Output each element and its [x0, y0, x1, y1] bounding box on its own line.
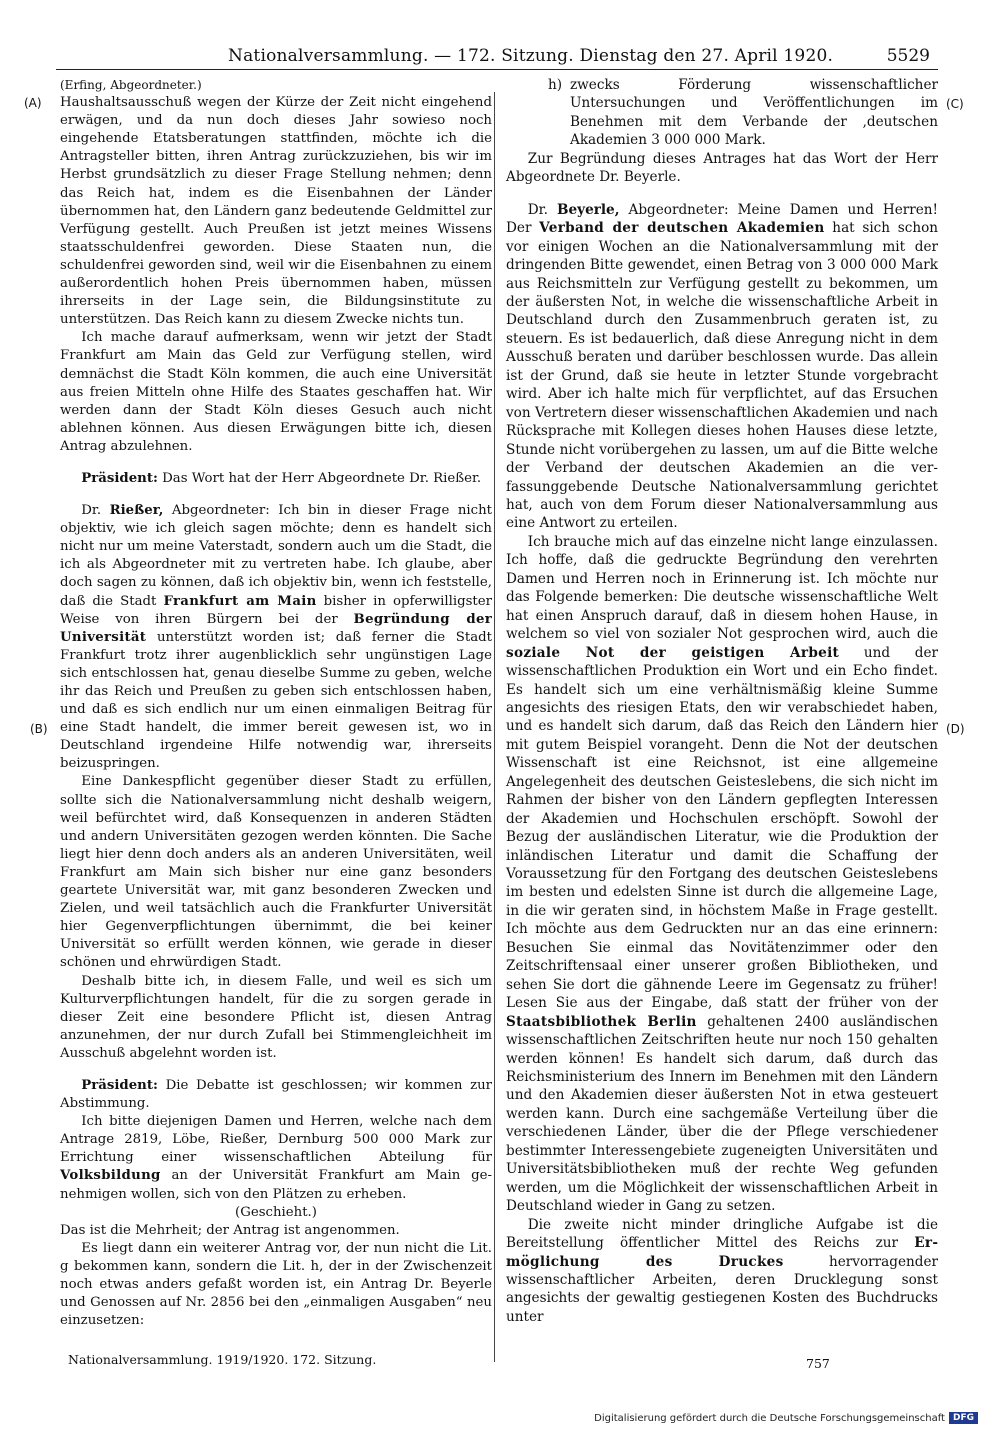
margin-marker-b: (B) — [30, 722, 48, 736]
emphasis: Ermöglichung des Druckes — [506, 1235, 938, 1270]
paragraph — [506, 1216, 938, 1327]
emphasis: soziale Not der geistigen Arbeit — [506, 644, 840, 661]
stage-direction: (Geschieht.) — [235, 1204, 317, 1220]
paragraph — [60, 502, 492, 773]
paragraph: Haushaltsausschuß wegen der Kürze der Zeit nicht eingehend erwägen, und da nun doch dieses Jahr sowieso noch eingehende Etatsberatungen stattfinden, möchte ich die Antragsteller bitten, ihren Antrag zurückzuziehen, bis wir im Herbst grundsätzlich zu dieser Frage Stellung nehmen; denn das Reich hat, indem es die Eisenbahnen der Länder übernommen hat, den Ländern ganz bedeutende Geldmittel zur Verfügung gestellt. Auch Preußen ist jetzt meines Wissens staatsschuldenfrei geworden. Diese Staaten nun, die schuldenfrei geworden sind, weil wir die Eisenbahnen zu einem außerordentlich hohen Preis übernommen haben, müssen ihrerseits in der Lage sein, die Bildungsinstitute zu unterstützen. Das Reich kann zu diesem Zwecke nichts tun. — [60, 95, 492, 328]
left-column — [60, 76, 492, 1330]
paragraph — [60, 1113, 492, 1203]
speech-text: gehaltenen 2400 ausländischen wissenschaftlichen Zeitschriften heute nur noch 150 gehalten werden können! Es handelt sich darum, daß durch das Reichsministerium des Innern im Benehmen mit den Ländern und den Akademien dieser äußersten Not in etwa gesteuert werden kann. Durch eine sachgemäße Verteilung über die verschiedenen Länder, über die der Pflege verschiedener bestimmter Interessengebiete zugeneigten Universitäten und Universitätsbibliotheken muß der rechte Weg gefunden werden, um die Möglichkeit der wissenschaftlichen Arbeit in Deutschland wieder in Gang zu setzen. — [506, 1013, 939, 1215]
paragraph: Zur Begründung dieses Antrages hat das Wort der Herr Abgeordnete Dr. Beyerle. — [506, 150, 938, 186]
speech-text: Ich brauche mich auf das einzelne nicht lange einzulassen. Ich hoffe, daß die gedruckte Begründung den verehrten Damen und Herren noch in Erinnerung ist. Ich möchte nur das Folgende bemerken: Die deutsche wissenschaftliche Welt hat einen Anspruch darauf, daß in diesem hohen Hause, in welchem so viel von sozialer Not gesprochen wird, auch die — [506, 533, 938, 643]
paragraph — [506, 533, 938, 1216]
speech-text: Das Wort hat der Herr Abgeordnete Dr. Rießer. — [157, 470, 482, 486]
speech-text: Die Debatte ist geschlossen; wir kommen zur Abstimmung. — [60, 1077, 492, 1112]
title-prefix: Dr. — [527, 201, 558, 218]
speech-text: unterstützt worden ist; daß ferner die Stadt Frankfurt trotz ihrer augenblicklich sehr ungünstigen Lage sich entschlossen hat, genau dieselbe Summe zu geben, welche ihr das Reich und Preußen zu geben sich entschlossen haben, und daß es sich endlich nur um einen einmaligen Beitrag für eine Stadt handelt, die immer bereit gewesen ist, wo in Deutschland irgendeine Hilfe notwendig war, ihrerseits beizuspringen. — [60, 629, 492, 772]
item-label: h) — [548, 77, 563, 93]
speech-text: hervorragender wissenschaftlicher Arbeiten, deren Drucklegung sonst angesichts der gewaltig gestiegenen Kosten des Buchdrucks unter — [506, 1253, 938, 1325]
speaker-label: Beyerle, — [557, 201, 620, 218]
credit-text: Digitalisierung gefördert durch die Deutsche Forschungsgemeinschaft — [594, 1413, 945, 1424]
paragraph — [60, 1077, 492, 1113]
digitization-credit — [594, 1412, 978, 1424]
header-rule — [56, 69, 938, 70]
speech-text: und der wissenschaftlichen Produktion ein Wort und ein Echo findet. Es handelt sich um eine verhältnismäßig kleine Summe angesichts des riesigen Etats, den wir verabschiedet haben, und es handelt sich darum, daß das Reich den Ländern hier mit gutem Beispiel vorangeht. Denn die Not der deutschen Wissenschaft ist eine Reichsnot, ist eine allgemeine Angelegenheit des deutschen Geisteslebens, die sich nicht im Rahmen der bisher von den Ländern gepflegten Interessen der Akademien und Hochschulen erschöpft. Sowohl der Bezug der ausländischen Literatur, wie die Produktion der inländischen Literatur und damit die Schaffung der Voraussetzung für den Fortgang des deutschen Geisteslebens im besten und edelsten Sinne ist durch die allgemeine Lage, in die wir geraten sind, in höchstem Maße in Frage gestellt. Ich möchte aus dem Gedruckten nur an das eine erinnern: Besuchen Sie einmal das Novitätenzimmer oder den Zeitschriftensaal einer unserer großen Bibliotheken, und sehen Sie dort die gähnende Leere im Gegensatz zu früher! Lesen Sie aus der Eingabe, daß statt der früher von der — [506, 644, 938, 1012]
item-text: zwecks Förderung wissenschaftlicher Untersuchungen und Veröffentlichungen im Benehmen mit dem Verbande der ‚deutschen Akademien 3 000 000 Mark. — [570, 77, 938, 149]
emphasis: Staatsbibliothek Berlin — [506, 1013, 697, 1030]
speech-text: bisher in opferwilligster Weise von ihren Bürgern bei der — [60, 593, 492, 627]
paragraph — [506, 201, 938, 533]
speech-text: Ich bitte diejenigen Damen und Herren, welche nach dem Antrage 2819, Löbe, Rießer, Dernburg 500 000 Mark zur Errichtung einer wissenschaftlichen Abteilung für — [60, 1114, 492, 1166]
margin-marker-a: (A) — [24, 96, 42, 110]
speech-text: an der Universität Frankfurt am Main genehmigen wollen, sich von den Plätzen zu erheben. — [60, 1168, 492, 1202]
running-title: Nationalversammlung. — 172. Sitzung. Dienstag den 27. April 1920. — [228, 46, 834, 66]
paragraph: Eine Dankespflicht gegenüber dieser Stadt zu erfüllen, sollte sich die Nationalversammlung nicht deshalb weigern, weil befürchtet wird, daß Konsequenzen in anderen Städten und andern Universitäten gezogen werden könnten. Die Sache liegt hier denn doch anders als an anderen Universitäten, weil Frankfurt am Main sich bisher nur eine ganz besonders geartete Universität war, mit ganz besonderen Zwecken und Zielen, und weil tatsächlich auch die Frankfurter Universität hier Gegenverpflichtungen übernimmt, die bei keiner Universität so erfüllt werden können, wie gerade in dieser schönen und ehrwürdigen Stadt. — [60, 774, 492, 971]
paragraph: Ich mache darauf aufmerksam, wenn wir jetzt der Stadt Frankfurt am Main das Geld zur Verfügung stellen, wird demnächst die Stadt Köln kommen, die auch eine Universität aus freien Mitteln ohne Hilfe des Staates geschaffen hat. Wir werden dann der Stadt Köln dieses Gesuch auch nicht ablehnen können. Aus diesen Erwägungen bitte ich, diesen Antrag abzulehnen. — [60, 330, 492, 454]
speech-text: Die zweite nicht minder dringliche Aufgabe ist die Bereitstellung öffentlicher Mittel des Reichs zur — [506, 1216, 938, 1252]
paragraph: Deshalb bitte ich, in diesem Falle, und weil es sich um Kulturverpflichtungen handelt, für die zu sorgen gerade in dieser Zeit eine besondere Pflicht ist, diesen Antrag anzunehmen, der nur durch Zufall bei Stimmengleichheit im Ausschuß abgelehnt worden ist. — [60, 973, 492, 1061]
right-column — [506, 76, 938, 1326]
paragraph — [60, 470, 492, 488]
margin-marker-c: (C) — [946, 97, 964, 111]
margin-marker-d: (D) — [946, 722, 965, 736]
paragraph: Das ist die Mehrheit; der Antrag ist angenommen. — [60, 1222, 400, 1238]
sheet-number: 757 — [806, 1356, 830, 1371]
speaker-note: (Erfing, Abgeordneter.) — [60, 78, 202, 92]
speaker-label: Präsident: — [81, 470, 158, 486]
page-header — [0, 0, 1000, 74]
dfg-logo: DFG — [949, 1412, 978, 1424]
emphasis: Verband der deutschen Akademien — [539, 220, 825, 237]
emphasis: Frankfurt am Main — [163, 593, 317, 609]
column-separator — [494, 92, 495, 1362]
speech-text: hat sich schon vor einigen Wochen an die Nationalversammlung mit der dringenden Bitte gewendet, einen Betrag von 3 000 000 Mark aus Reichsmitteln zur Verfügung gestellt zu bekommen, um der äußersten Not, in welche die wissenschaftliche Arbeit in Deutschland durch den Zusammenbruch geraten ist, zu steuern. Es ist bedauerlich, daß diese Anregung nicht in dem Ausschuß beraten und darüber beschlossen wurde. Das allein ist der Grund, daß sie heute in letzter Stunde vorgebracht wird. Aber ich halte mich für verpflichtet, auf das Ersuchen von Vertretern dieser wissenschaftlichen Akademien und nach Rücksprache mit Kollegen dieses hohen Hauses diese letzte, Stunde nicht vorübergehen zu lassen, um auf die Bitte welche der Verband der deutschen Akademien an die verfassunggebende Deutsche Nationalversammlung gerichtet hat, auch von dem Forum dieser Nationalversammlung aus eine Antwort zu erteilen. — [506, 220, 939, 532]
speech-text: Abgeordneter: Meine Damen und Herren! Der — [506, 201, 938, 237]
title-prefix: Dr. — [81, 503, 110, 519]
paragraph: Es liegt dann ein weiterer Antrag vor, der nun nicht die Lit. g bekommen kann, sondern die Lit. h, der in der Zwischenzeit noch etwas anders gefaßt worden ist, ein Antrag Dr. Beyerle und Genossen auf Nr. 2856 bei den „einmaligen Ausgaben“ neu einzusetzen: — [60, 1240, 492, 1329]
signature-footer: Nationalversammlung. 1919/1920. 172. Sitzung. — [68, 1352, 377, 1367]
emphasis: Begründung der Universität — [60, 611, 493, 645]
page-number: 5529 — [886, 46, 930, 66]
speaker-label: Rießer, — [109, 503, 164, 519]
speaker-label: Präsident: — [81, 1077, 158, 1093]
motion-item — [506, 76, 938, 150]
emphasis: Volksbildung — [60, 1168, 161, 1184]
speech-text: Abgeordneter: Ich bin in dieser Frage nicht objektiv, wie ich gleich sagen möchte; denn es handelt sich nicht nur um meine Vaterstadt, sondern auch um die Stadt, die ich als Abgeordneter mit zu vertreten habe. Ich glaube, aber doch sagen zu können, daß ich objektiv bin, wenn ich feststelle, daß die Stadt — [60, 503, 493, 609]
